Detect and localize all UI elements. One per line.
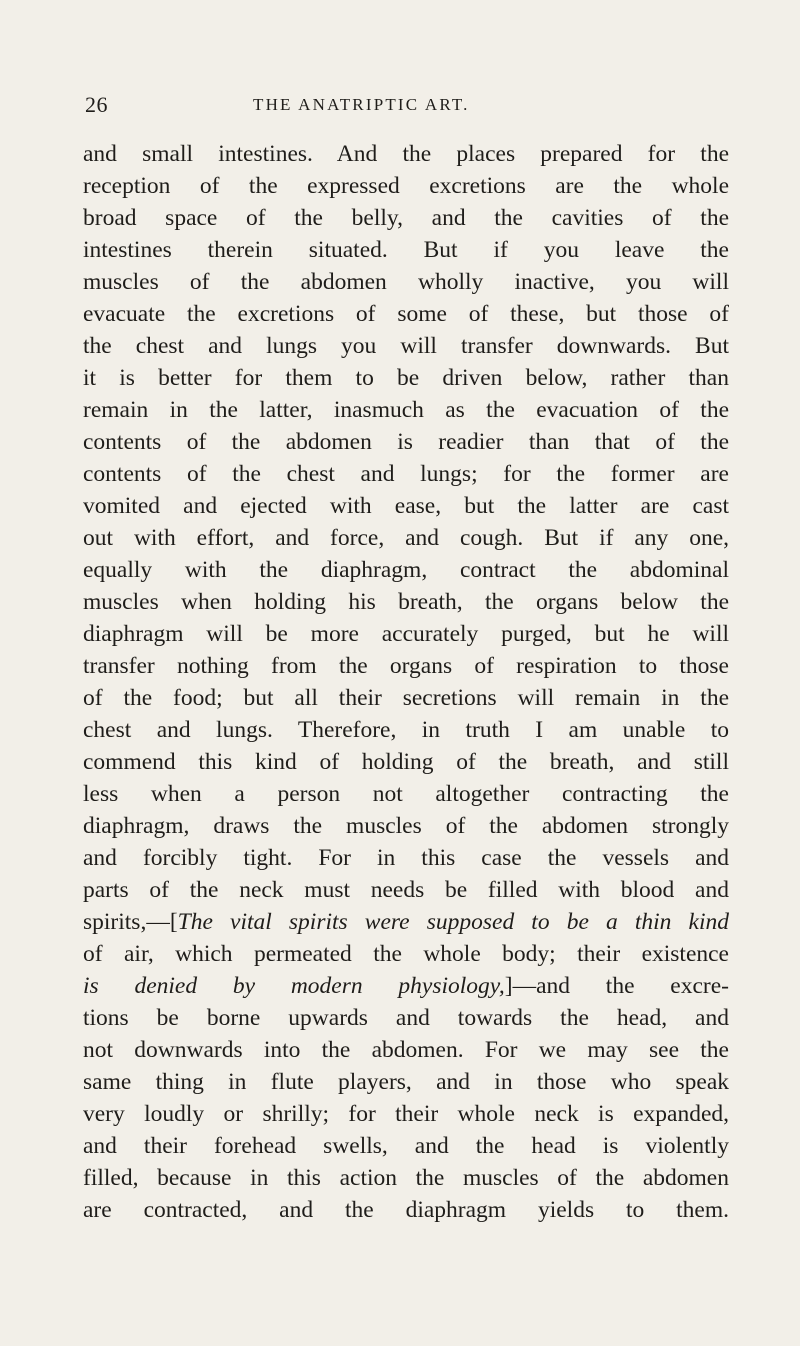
text-line: not downwards into the abdomen. For we may see the bbox=[83, 1037, 729, 1063]
text-line-with-note bbox=[83, 970, 729, 1002]
text-line: diaphragm, draws the muscles of the abdomen strongly bbox=[83, 813, 729, 839]
text-line: muscles when holding his breath, the organs below the bbox=[83, 589, 729, 615]
text-line: vomited and ejected with ease, but the latter are cast bbox=[83, 493, 729, 519]
text-line: less when a person not altogether contracting the bbox=[83, 781, 729, 807]
editorial-note-line: of air, which permeated the whole body; their existence bbox=[83, 941, 729, 967]
text-line: very loudly or shrilly; for their whole neck is expanded, bbox=[83, 1101, 729, 1127]
running-title: THE ANATRIPTIC ART. bbox=[253, 95, 470, 114]
text-line: parts of the neck must needs be filled with blood and bbox=[83, 877, 729, 903]
text-line: contents of the chest and lungs; for the former are bbox=[83, 461, 729, 487]
text-line: transfer nothing from the organs of respiration to those bbox=[83, 653, 729, 679]
text-line: and forcibly tight. For in this case the vessels and bbox=[83, 845, 729, 871]
text-line-with-note bbox=[83, 906, 729, 938]
text-line: commend this kind of holding of the breath, and still bbox=[83, 749, 729, 775]
text-fragment: ]—and the excre- bbox=[504, 973, 729, 999]
page-number: 26 bbox=[85, 92, 108, 117]
body-text bbox=[83, 138, 729, 1226]
text-line: same thing in flute players, and in those who speak bbox=[83, 1069, 729, 1095]
text-line: muscles of the abdomen wholly inactive, you will bbox=[83, 269, 729, 295]
text-line: and small intestines. And the places prepared for the bbox=[83, 141, 729, 167]
text-fragment: spirits,—[ bbox=[83, 909, 178, 935]
text-line: diaphragm will be more accurately purged, but he will bbox=[83, 621, 729, 647]
text-line: evacuate the excretions of some of these, but those of bbox=[83, 301, 729, 327]
editorial-note: The vital spirits were supposed to be a thin kind bbox=[177, 909, 729, 935]
text-line: tions be borne upwards and towards the head, and bbox=[83, 1005, 729, 1031]
running-head bbox=[85, 92, 725, 122]
text-line: it is better for them to be driven below, rather than bbox=[83, 365, 729, 391]
text-line: are contracted, and the diaphragm yields to them. bbox=[83, 1197, 729, 1223]
text-line: remain in the latter, inasmuch as the evacuation of the bbox=[83, 397, 729, 423]
text-line: out with effort, and force, and cough. But if any one, bbox=[83, 525, 729, 551]
text-line: contents of the abdomen is readier than that of the bbox=[83, 429, 729, 455]
text-line: and their forehead swells, and the head is violently bbox=[83, 1133, 729, 1159]
editorial-note: is denied by modern physiology, bbox=[83, 973, 505, 999]
text-line: the chest and lungs you will transfer downwards. But bbox=[83, 333, 729, 359]
text-line: intestines therein situated. But if you leave the bbox=[83, 237, 729, 263]
text-line: reception of the expressed excretions are the whole bbox=[83, 173, 729, 199]
text-line: of the food; but all their secretions will remain in the bbox=[83, 685, 729, 711]
text-line: equally with the diaphragm, contract the abdominal bbox=[83, 557, 729, 583]
text-line: filled, because in this action the muscles of the abdomen bbox=[83, 1165, 729, 1191]
text-line: broad space of the belly, and the cavities of the bbox=[83, 205, 729, 231]
text-line: chest and lungs. Therefore, in truth I am unable to bbox=[83, 717, 729, 743]
